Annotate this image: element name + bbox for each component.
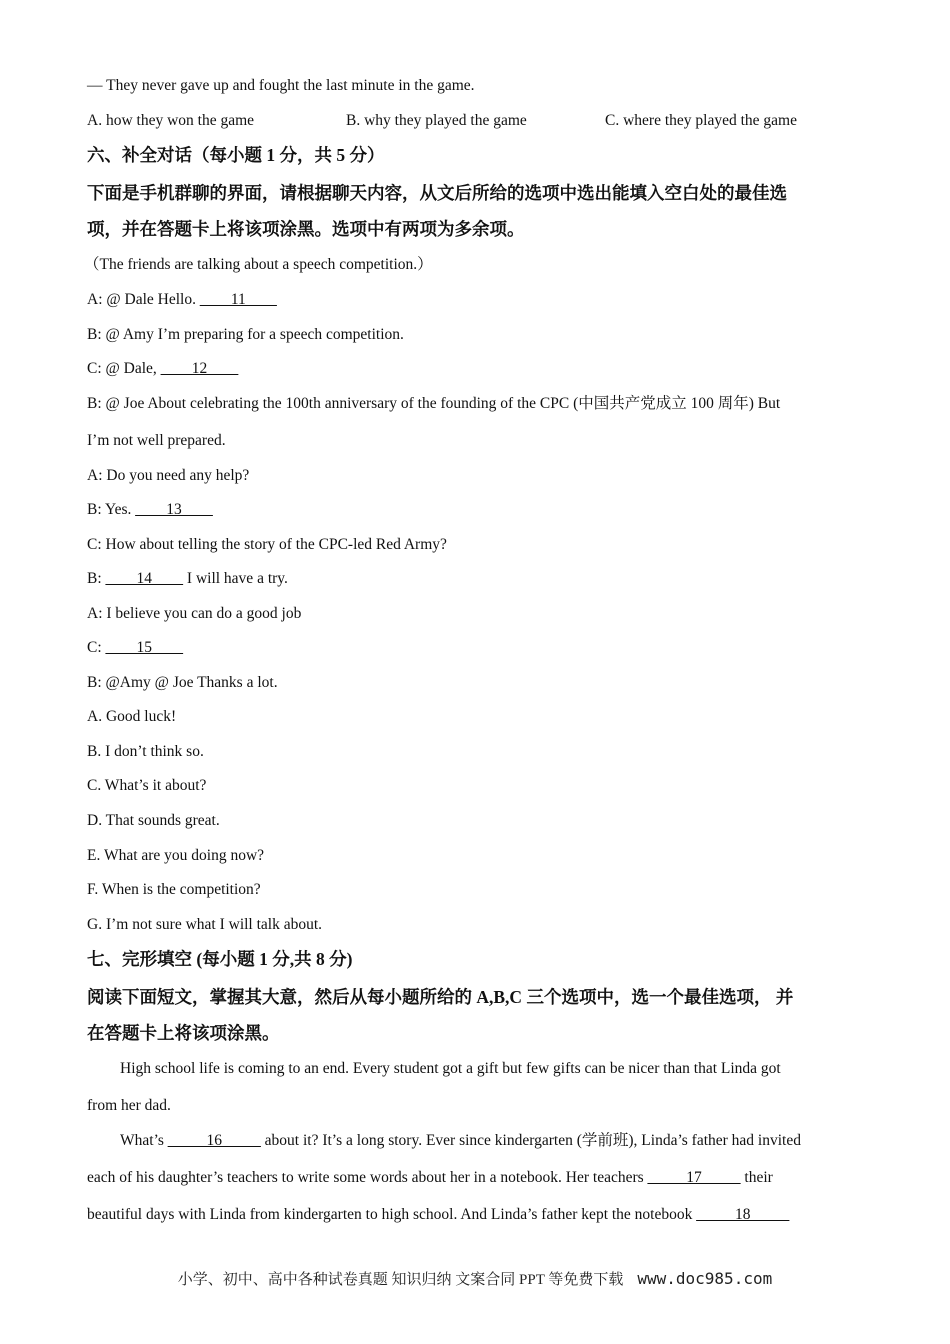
- section7-instruction-2: 在答题卡上将该项涂黑。: [87, 1023, 280, 1043]
- choice-b: B. I don’t think so.: [87, 743, 204, 760]
- dialogue-text: B:: [87, 570, 106, 587]
- choice-a: A. Good luck!: [87, 708, 177, 725]
- page-footer: [0, 1268, 950, 1289]
- blank-17: _____17_____: [647, 1169, 741, 1186]
- choice-d: D. That sounds great.: [87, 812, 220, 829]
- dialogue-line-4b: I’m not well prepared.: [87, 432, 226, 449]
- blank-18: _____18_____: [696, 1206, 790, 1223]
- blank-15: ____15____: [105, 639, 184, 656]
- footer-url[interactable]: www.doc985.com: [637, 1269, 773, 1288]
- dialogue-text: C:: [87, 639, 106, 656]
- passage-text: What’s: [120, 1132, 168, 1149]
- option-a: A. how they won the game: [87, 112, 255, 129]
- section7-instruction-1: 阅读下面短文，掌握其大意，然后从每小题所给的 A,B,C 三个选项中，选一个最佳选项， 并: [87, 987, 794, 1007]
- dialogue-line-8: [87, 569, 288, 589]
- passage-line-3: [120, 1131, 801, 1151]
- passage-line-5: [87, 1205, 789, 1225]
- passage-text: beautiful days with Linda from kindergarten to high school. And Linda’s father kept the notebook: [87, 1206, 697, 1223]
- dialogue-line-1: [87, 290, 277, 310]
- blank-13: ____13____: [135, 501, 213, 518]
- section6-title: 六、补全对话（每小题 1 分，共 5 分）: [87, 145, 385, 165]
- dialogue-text: A: @ Dale Hello.: [87, 291, 200, 308]
- choice-g: G. I’m not sure what I will talk about.: [87, 916, 323, 933]
- blank-16: _____16_____: [167, 1132, 261, 1149]
- passage-line-2: from her dad.: [87, 1097, 171, 1114]
- dialogue-line-4a: B: @ Joe About celebrating the 100th anniversary of the founding of the CPC (中国共产党成立 100 周年) But: [87, 395, 781, 412]
- dialogue-line-11: B: @Amy @ Joe Thanks a lot.: [87, 674, 278, 691]
- passage-text: their: [740, 1169, 773, 1186]
- footer-text: 小学、初中、高中各种试卷真题 知识归纳 文案合同 PPT 等免费下载: [177, 1272, 624, 1288]
- passage-line-4: [87, 1168, 773, 1188]
- option-b: B. why they played the game: [346, 112, 527, 129]
- dialogue-line-7: C: How about telling the story of the CPC-led Red Army?: [87, 536, 447, 553]
- passage-text: about it? It’s a long story. Ever since kindergarten (学前班), Linda’s father had invited: [260, 1132, 801, 1149]
- option-c: C. where they played the game: [605, 112, 797, 129]
- choice-f: F. When is the competition?: [87, 881, 261, 898]
- dialogue-line-2: B: @ Amy I’m preparing for a speech competition.: [87, 326, 404, 343]
- dialogue-text: B: Yes.: [87, 501, 136, 518]
- blank-14: ____14____: [105, 570, 184, 587]
- dialogue-line-9: A: I believe you can do a good job: [87, 605, 302, 622]
- passage-text: each of his daughter’s teachers to write some words about her in a notebook. Her teachers: [87, 1169, 648, 1186]
- dialogue-line-10: [87, 638, 183, 658]
- dialogue-line-6: [87, 500, 213, 520]
- blank-12: ____12____: [160, 360, 239, 377]
- dialogue-text: C: @ Dale,: [87, 360, 161, 377]
- section6-instruction-1: 下面是手机群聊的界面，请根据聊天内容，从文后所给的选项中选出能填入空白处的最佳选: [87, 183, 787, 203]
- section6-context: （The friends are talking about a speech competition.）: [84, 256, 433, 273]
- answer-line: — They never gave up and fought the last minute in the game.: [87, 77, 475, 94]
- section6-instruction-2: 项，并在答题卡上将该项涂黑。选项中有两项为多余项。: [87, 219, 525, 239]
- choice-c: C. What’s it about?: [87, 777, 207, 794]
- dialogue-text: I will have a try.: [183, 570, 288, 587]
- section7-title: 七、完形填空 (每小题 1 分,共 8 分): [87, 949, 353, 969]
- dialogue-line-5: A: Do you need any help?: [87, 467, 250, 484]
- passage-line-1: High school life is coming to an end. Every student got a gift but few gifts can be nicer than that Linda got: [120, 1060, 781, 1077]
- dialogue-line-3: [87, 359, 238, 379]
- choice-e: E. What are you doing now?: [87, 847, 265, 864]
- blank-11: ____11____: [199, 291, 277, 308]
